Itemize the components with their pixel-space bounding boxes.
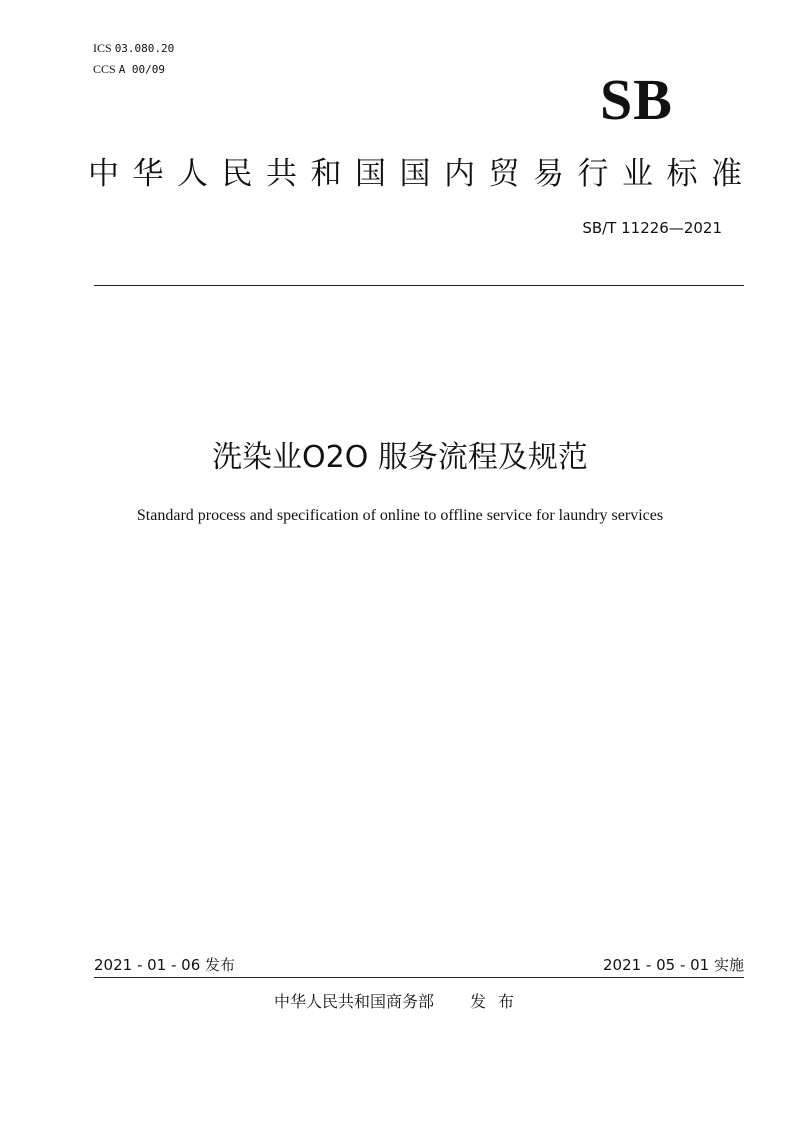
standard-number: SB/T 11226—2021: [582, 219, 722, 237]
document-title-en: Standard process and specification of online to offline service for laundry services: [136, 507, 664, 524]
ics-line: [93, 38, 174, 59]
standard-category: 中华人民共和国国内贸易行业标准: [88, 156, 756, 192]
sb-logo: SB: [600, 67, 673, 132]
classification-codes: [93, 38, 174, 80]
publish-date: 2021 - 01 - 06 发布: [94, 956, 236, 974]
implement-date: 2021 - 05 - 01 实施: [602, 956, 744, 974]
bottom-divider: [94, 977, 744, 978]
ics-code: 03.080.20: [114, 42, 175, 55]
top-divider: [94, 285, 744, 286]
ccs-label: CCS: [93, 62, 116, 76]
document-title-zh: 洗染业O2O 服务流程及规范: [212, 440, 588, 475]
ccs-line: [93, 59, 174, 80]
issuer-name: 中华人民共和国商务部: [273, 992, 434, 1011]
ics-label: ICS: [93, 41, 112, 55]
issuer-verb: 发布: [470, 992, 527, 1011]
ccs-code: A 00/09: [118, 63, 166, 76]
issuer-line: [0, 990, 800, 1014]
